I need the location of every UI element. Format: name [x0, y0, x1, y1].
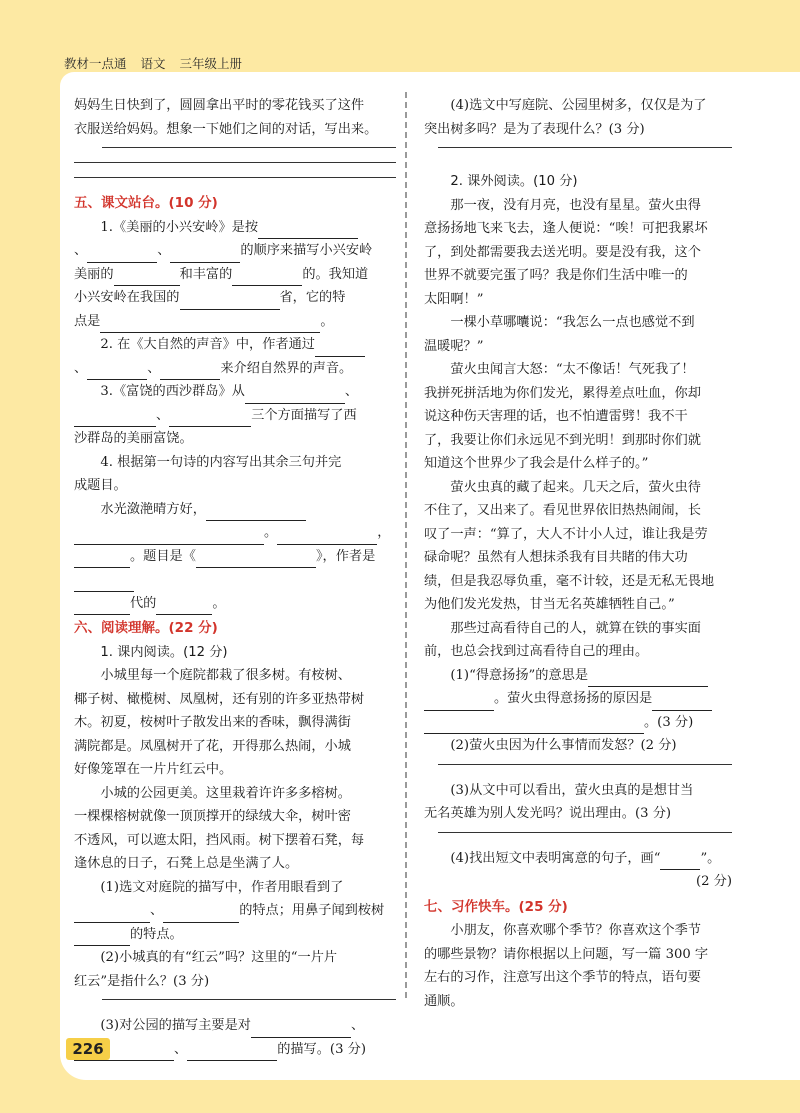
- blank[interactable]: [277, 528, 377, 545]
- blank[interactable]: [74, 551, 130, 568]
- passage-line: 萤火虫真的藏了起来。几天之后，萤火虫待: [450, 479, 701, 495]
- question-text: 2. 在《大自然的声音》中，作者通过: [74, 333, 396, 357]
- answer-line[interactable]: [102, 999, 396, 1000]
- blank[interactable]: [424, 694, 494, 711]
- answer-line[interactable]: [438, 147, 732, 148]
- answer-line[interactable]: [74, 162, 396, 163]
- blank[interactable]: [245, 387, 345, 404]
- passage-line: 了，我要让你们永远见不到光明！到那时你们就: [424, 432, 701, 448]
- question-text: 无名英雄为别人发光吗？说出理由。(3 分): [424, 806, 672, 821]
- question-score: (2 分): [695, 874, 732, 889]
- blank[interactable]: [163, 906, 239, 923]
- header-grade: 三年级上册: [179, 56, 243, 71]
- blank[interactable]: [652, 694, 712, 711]
- blank[interactable]: [74, 929, 130, 946]
- passage-line: 绩，但是我忍辱负重，毫不计较，还是无私无畏地: [424, 573, 715, 589]
- passage-line: 知道这个世界少了我会是什么样子的。”: [424, 456, 649, 471]
- blank[interactable]: [424, 717, 644, 734]
- answer-lines: [74, 993, 396, 1000]
- passage-line: 椰子树、橄榄树、凤凰树，还有别的许多亚热带树: [74, 691, 365, 707]
- question-text: 、 的描写。(3 分): [74, 1038, 396, 1062]
- answer-line[interactable]: [438, 764, 732, 765]
- question-text: 3.《富饶的西沙群岛》从 、: [74, 380, 396, 404]
- blank[interactable]: [74, 575, 134, 592]
- passage-line: 温暖呢？”: [424, 338, 484, 354]
- column-divider: [405, 92, 407, 998]
- question-text: (3)对公园的描写主要是对 、: [74, 1014, 396, 1038]
- prompt-line: 小朋友，你喜欢哪个季节？你喜欢这个季节: [450, 923, 701, 938]
- question-text: 代的 。: [74, 592, 396, 616]
- answer-lines: [74, 141, 396, 178]
- question-text: 、 三个方面描写了西: [74, 404, 396, 428]
- blank[interactable]: [87, 363, 147, 380]
- question-text: (1)“得意扬扬”的意思是: [424, 664, 732, 688]
- blank[interactable]: [258, 222, 358, 239]
- question-text: 、 、 来介绍自然界的声音。: [74, 357, 396, 381]
- blank[interactable]: [180, 293, 280, 310]
- question-text: 水光潋滟晴方好，: [74, 498, 396, 522]
- right-column: [424, 94, 732, 1013]
- section-6-title: 六、阅读理解。(22 分): [74, 620, 218, 636]
- question-text: (1)选文对庭院的描写中，作者用眼看到了: [100, 879, 344, 895]
- passage-line: 不透风，可以遮太阳，挡风雨。树下摆着石凳，每: [74, 832, 365, 848]
- passage-line: 我拼死拼活地为你们发光，累得差点吐血，你却: [424, 385, 701, 401]
- passage-line: 碌命呢？虽然有人想抹杀我有目共睹的伟大功: [424, 550, 688, 565]
- passage-line: 了，到处都需要我去送光明。要是没有我，这个: [424, 244, 701, 260]
- question-text: 沙群岛的美丽富饶。: [74, 431, 193, 446]
- passage-line: 世界不就要完蛋了吗？我是你们生活中唯一的: [424, 268, 688, 283]
- question-text: 红云”是指什么？(3 分): [74, 973, 210, 989]
- question-text: 小兴安岭在我国的 省，它的特: [74, 286, 396, 310]
- blank[interactable]: [206, 504, 306, 521]
- intro-line: 衣服送给妈妈。想象一下她们之间的对话，写出来。: [74, 121, 378, 137]
- prompt-line: 左右的习作，注意写出这个季节的特点，语句要: [424, 970, 701, 985]
- answer-lines: [424, 826, 732, 833]
- page-number: 226: [66, 1038, 110, 1060]
- blank[interactable]: [114, 269, 180, 286]
- blank[interactable]: [169, 410, 251, 427]
- question-text: 。萤火虫得意扬扬的原因是: [424, 687, 732, 711]
- blank[interactable]: [74, 528, 264, 545]
- wavy-line-sample: [660, 853, 700, 870]
- header-brand: 教材一点通: [64, 56, 127, 71]
- passage-line: 说这种伤天害理的话，也不怕遭雷劈！我不干: [424, 409, 688, 424]
- blank[interactable]: [187, 1044, 277, 1061]
- question-text: 突出树多吗？是为了表现什么？(3 分): [424, 121, 645, 137]
- passage-line: 那些过高看待自己的人，就算在铁的事实面: [450, 620, 701, 636]
- question-text: (2)小城真的有“红云”吗？这里的“一片片: [100, 950, 338, 965]
- answer-lines: [424, 758, 732, 765]
- blank[interactable]: [87, 246, 157, 263]
- question-text: 、 、 的顺序来描写小兴安岭: [74, 239, 396, 263]
- blank[interactable]: [588, 670, 708, 687]
- question-text: (4)找出短文中表明寓意的句子，画“ ”。: [424, 847, 732, 871]
- blank[interactable]: [160, 363, 220, 380]
- passage-line: 萤火虫闻言大怒：“太不像话！气死我了！: [450, 362, 695, 377]
- passage-line: 小城里每一个庭院都栽了很多树。有桉树、: [100, 668, 351, 683]
- blank[interactable]: [74, 906, 150, 923]
- blank[interactable]: [74, 598, 130, 615]
- passage-line: 意扬扬地飞来飞去，逢人便说：“唉！可把我累坏: [424, 221, 708, 236]
- section-5-title: 五、课文站台。(10 分): [74, 195, 218, 211]
- passage-line: 满院都是。凤凰树开了花，开得那么热闹，小城: [74, 738, 351, 754]
- subsection-title: 1. 课内阅读。(12 分): [100, 644, 228, 660]
- question-text: 。 ，: [74, 521, 396, 545]
- blank[interactable]: [74, 410, 156, 427]
- blank[interactable]: [156, 598, 212, 615]
- passage-line: 逢休息的日子，石凳上总是坐满了人。: [74, 856, 299, 871]
- subsection-title: 2. 课外阅读。(10 分): [450, 174, 578, 189]
- passage-line: 那一夜，没有月亮，也没有星星。萤火虫得: [450, 197, 701, 213]
- answer-line[interactable]: [438, 832, 732, 833]
- question-text: 的特点。: [74, 923, 396, 947]
- passage-line: 一棵小草哪囔说：“我怎么一点也感觉不到: [450, 315, 695, 330]
- question-text: 、 的特点；用鼻子闻到桉树: [74, 899, 396, 923]
- answer-line[interactable]: [102, 147, 396, 148]
- blank[interactable]: [232, 269, 302, 286]
- passage-line: 前，也总会找到过高看待自己的理由。: [424, 644, 649, 659]
- passage-line: 好像笼罩在一片片红云中。: [74, 762, 233, 777]
- intro-line: 妈妈生日快到了，圆圆拿出平时的零花钱买了这件: [74, 98, 365, 113]
- blank[interactable]: [251, 1021, 351, 1038]
- running-header: [64, 54, 252, 72]
- blank[interactable]: [315, 340, 365, 357]
- passage-line: 为他们发光发热，甘当无名英雄牺牲自己。”: [424, 597, 675, 612]
- passage-line: 一棵棵榕树就像一顶顶撑开的绿绒大伞，树叶密: [74, 809, 351, 824]
- prompt-line: 通顺。: [424, 993, 464, 1009]
- question-text: 。题目是《 》，作者是: [74, 545, 396, 592]
- passage-line: 小城的公园更美。这里栽着许许多多榕树。: [100, 785, 351, 801]
- passage-line: 木。初夏，桉树叶子散发出来的香味，飘得满街: [74, 715, 351, 730]
- prompt-line: 的哪些景物？请你根据以上问题，写一篇 300 字: [424, 946, 709, 962]
- question-text: 1.《美丽的小兴安岭》是按: [74, 216, 396, 240]
- question-text: (3)从文中可以看出，萤火虫真的是想甘当: [450, 782, 694, 798]
- passage-line: 不住了，又出来了。看见世界依旧热热闹闹，长: [424, 503, 701, 518]
- blank[interactable]: [170, 246, 240, 263]
- header-subject: 语文: [140, 56, 166, 71]
- question-text: (4)选文中写庭院、公园里树多，仅仅是为了: [450, 98, 707, 113]
- question-text: (2)萤火虫因为什么事情而发怒？(2 分): [450, 738, 677, 753]
- question-text: 4. 根据第一句诗的内容写出其余三句并完: [100, 454, 342, 470]
- blank[interactable]: [100, 316, 320, 333]
- answer-lines: [424, 141, 732, 148]
- answer-line[interactable]: [74, 177, 396, 178]
- passage-line: 叹了一声：“算了，大人不计小人过，谁让我是劳: [424, 526, 708, 542]
- question-text: 成题目。: [74, 478, 127, 493]
- passage-line: 太阳啊！”: [424, 291, 484, 307]
- question-text: 。(3 分): [424, 711, 732, 735]
- question-text: 美丽的 和丰富的 的。我知道: [74, 263, 396, 287]
- question-text: 点是 。: [74, 310, 396, 334]
- left-column: [74, 94, 396, 1061]
- section-7-title: 七、习作快车。(25 分): [424, 898, 568, 915]
- blank[interactable]: [196, 551, 316, 568]
